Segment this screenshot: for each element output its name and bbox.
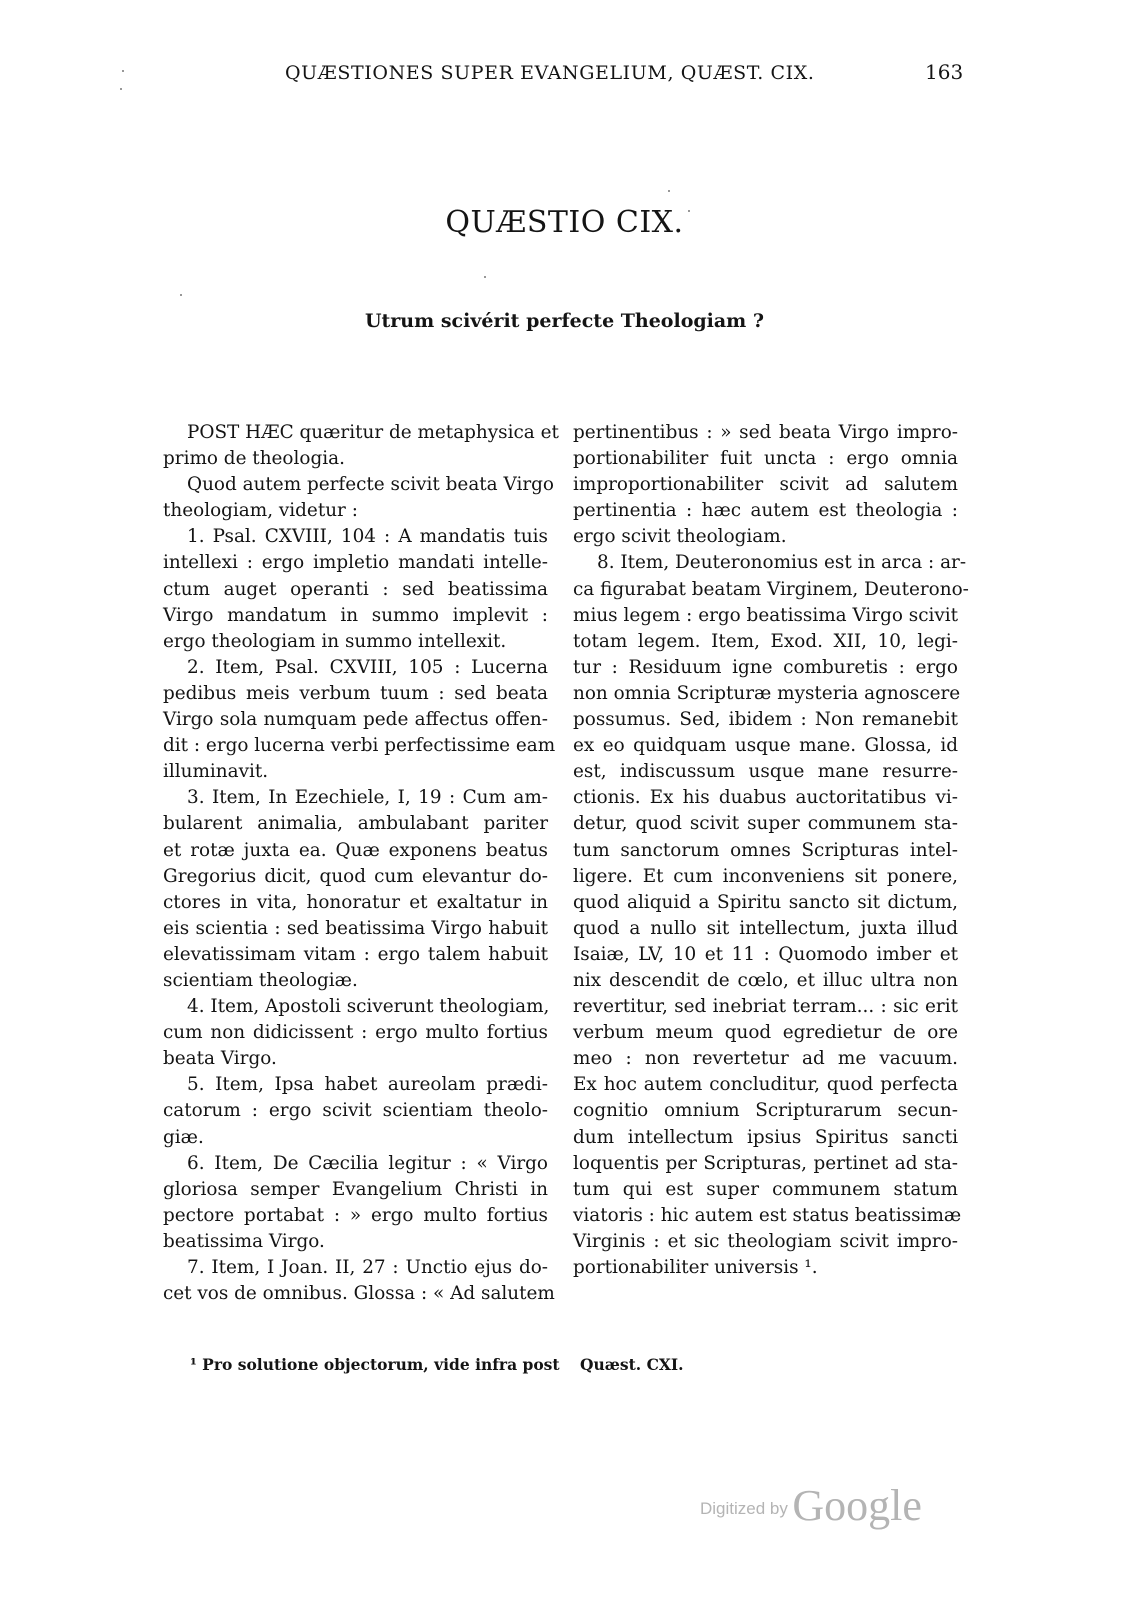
text-line: 5. Item, Ipsa habet aureolam prædi- bbox=[187, 1074, 548, 1096]
text-line: cognitio omnium Scripturarum secun- bbox=[573, 1100, 958, 1122]
text-line: 3. Item, In Ezechiele, I, 19 : Cum am- bbox=[187, 787, 548, 809]
text-line: 2. Item, Psal. CXVIII, 105 : Lucerna bbox=[187, 656, 548, 678]
text-line: bularent animalia, ambulabant pariter bbox=[163, 813, 548, 835]
text-line: meo : non revertetur ad me vacuum. bbox=[573, 1048, 958, 1070]
text-line: pertinentia : hæc autem est theologia : bbox=[573, 500, 958, 522]
text-line: Quod autem perfecte scivit beata Virgo bbox=[187, 474, 554, 496]
text-line: portionabiliter fuit uncta : ergo omnia bbox=[573, 448, 958, 470]
text-line: cet vos de omnibus. Glossa : « Ad salutem bbox=[163, 1283, 555, 1305]
right-column bbox=[573, 420, 969, 1281]
scan-speck bbox=[180, 294, 182, 296]
text-line: quod aliquid a Spiritu sancto sit dictum, bbox=[573, 891, 958, 913]
text-line: 6. Item, De Cæcilia legitur : « Virgo bbox=[187, 1152, 548, 1174]
text-line: totam legem. Item, Exod. XII, 10, legi- bbox=[573, 630, 958, 652]
text-line: nix descendit de cœlo, et illuc ultra non bbox=[573, 969, 958, 991]
text-line: cum non didicissent : ergo multo fortius bbox=[163, 1022, 548, 1044]
text-line: ctum auget operanti : sed beatissima bbox=[163, 578, 548, 600]
google-logo: Google bbox=[792, 1481, 922, 1530]
page-number: 163 bbox=[925, 60, 964, 84]
text-line: loquentis per Scripturas, pertinet ad sta- bbox=[573, 1152, 958, 1174]
text-line: POST HÆC quæritur de metaphysica et bbox=[187, 422, 559, 443]
text-line: revertitur, sed inebriat terram... : sic erit bbox=[573, 996, 958, 1018]
scan-speck bbox=[122, 70, 124, 72]
text-line: Isaiæ, LV, 10 et 11 : Quomodo imber et bbox=[573, 943, 958, 965]
text-line: eis scientia : sed beatissima Virgo habuit bbox=[163, 917, 548, 939]
text-line: ca figurabat beatam Virginem, Deuterono- bbox=[573, 578, 969, 600]
text-line: dit : ergo lucerna verbi perfectissime eam bbox=[163, 735, 556, 757]
text-line: ergo scivit theologiam. bbox=[573, 526, 787, 548]
text-line: detur, quod scivit super communem sta- bbox=[573, 813, 958, 835]
text-line: possumus. Sed, ibidem : Non remanebit bbox=[573, 709, 958, 731]
text-line: Ex hoc autem concluditur, quod perfecta bbox=[573, 1074, 958, 1096]
text-line: beata Virgo. bbox=[163, 1048, 277, 1070]
text-line: gloriosa semper Evangelium Christi in bbox=[163, 1178, 548, 1200]
text-line: quod a nullo sit intellectum, juxta illud bbox=[573, 917, 958, 939]
scan-speck bbox=[120, 88, 122, 90]
footnote-left: ¹ Pro solutione objectorum, vide infra post bbox=[190, 1355, 560, 1374]
text-line: scientiam theologiæ. bbox=[163, 969, 358, 991]
text-line: Virgo sola numquam pede affectus offen- bbox=[163, 709, 548, 731]
text-line: ex eo quidquam usque mane. Glossa, id bbox=[573, 735, 958, 757]
question-title: QUÆSTIO CIX. bbox=[445, 205, 684, 240]
text-line: pertinentibus : » sed beata Virgo impro- bbox=[573, 422, 958, 443]
running-head: QUÆSTIONES SUPER EVANGELIUM, QUÆST. CIX. bbox=[285, 62, 815, 84]
text-line: et rotæ juxta ea. Quæ exponens beatus bbox=[163, 839, 548, 861]
digitized-watermark bbox=[700, 1480, 922, 1531]
text-line: ctores in vita, honoratur et exaltatur in bbox=[163, 891, 548, 913]
left-column bbox=[163, 420, 559, 1307]
text-line: catorum : ergo scivit scientiam theolo- bbox=[163, 1100, 548, 1122]
text-line: giæ. bbox=[163, 1126, 204, 1148]
footnote-right: Quæst. CXI. bbox=[580, 1355, 684, 1374]
text-line: pedibus meis verbum tuum : sed beata bbox=[163, 682, 548, 704]
text-line: 8. Item, Deuteronomius est in arca : ar- bbox=[597, 552, 967, 574]
text-line: Virginis : et sic theologiam scivit impro- bbox=[573, 1230, 958, 1252]
text-line: Gregorius dicit, quod cum elevantur do- bbox=[163, 865, 548, 887]
text-line: ligere. Et cum inconveniens sit ponere, bbox=[573, 865, 958, 887]
text-line: dum intellectum ipsius Spiritus sancti bbox=[573, 1126, 958, 1148]
text-line: beatissima Virgo. bbox=[163, 1230, 325, 1252]
text-line: 1. Psal. CXVIII, 104 : A mandatis tuis bbox=[187, 526, 548, 548]
text-line: 7. Item, I Joan. II, 27 : Unctio ejus do- bbox=[187, 1257, 548, 1278]
scan-speck bbox=[484, 276, 486, 278]
text-line: theologiam, videtur : bbox=[163, 500, 358, 522]
text-line: intellexi : ergo impletio mandati intelle- bbox=[163, 552, 548, 574]
text-line: tur : Residuum igne comburetis : ergo bbox=[573, 656, 958, 678]
text-line: pectore portabat : » ergo multo fortius bbox=[163, 1204, 548, 1226]
text-line: portionabiliter universis ¹. bbox=[573, 1257, 818, 1278]
text-line: Virgo mandatum in summo implevit : bbox=[163, 604, 548, 626]
text-line: illuminavit. bbox=[163, 761, 269, 783]
text-line: 4. Item, Apostoli sciverunt theologiam, bbox=[187, 996, 550, 1018]
text-line: viatoris : hic autem est status beatissimæ bbox=[573, 1204, 962, 1226]
text-line: improportionabiliter scivit ad salutem bbox=[573, 474, 958, 496]
question-subtitle: Utrum scivérit perfecte Theologiam ? bbox=[364, 310, 765, 332]
watermark-prefix: Digitized by bbox=[700, 1499, 788, 1518]
text-line: verbum meum quod egredietur de ore bbox=[573, 1022, 958, 1044]
text-line: ctionis. Ex his duabus auctoritatibus vi- bbox=[573, 787, 958, 809]
text-line: non omnia Scripturæ mysteria agnoscere bbox=[573, 682, 961, 704]
text-line: mius legem : ergo beatissima Virgo scivit bbox=[573, 604, 959, 626]
text-line: tum qui est super communem statum bbox=[573, 1178, 958, 1200]
text-line: est, indiscussum usque mane resurre- bbox=[573, 761, 958, 783]
text-line: tum sanctorum omnes Scripturas intel- bbox=[573, 839, 958, 861]
text-line: ergo theologiam in summo intellexit. bbox=[163, 630, 507, 652]
text-line: primo de theologia. bbox=[163, 448, 345, 470]
text-line: elevatissimam vitam : ergo talem habuit bbox=[163, 943, 548, 965]
scan-speck bbox=[668, 190, 670, 192]
